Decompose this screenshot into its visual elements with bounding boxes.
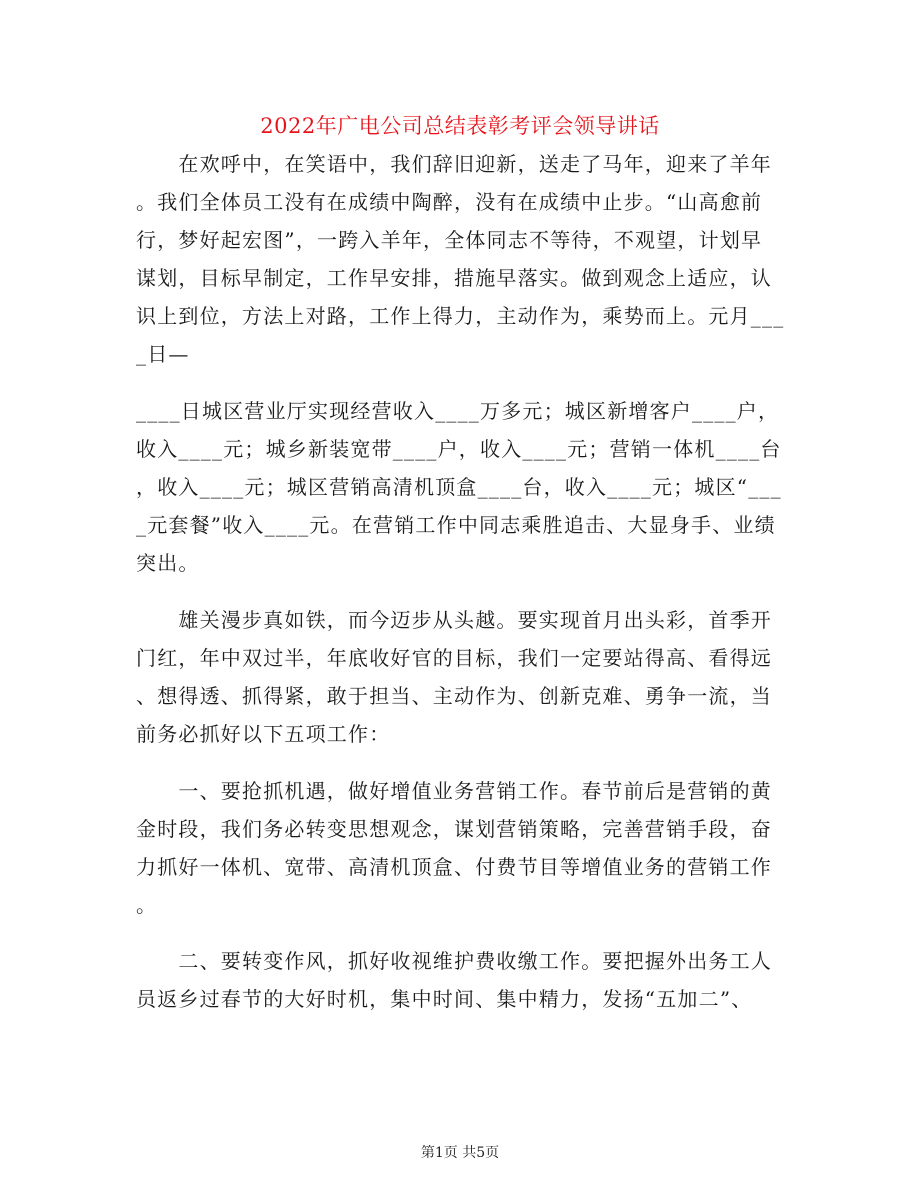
body-line: 收入____元；城乡新装宽带____户，收入____元；营销一体机____台 — [136, 437, 782, 461]
document-title: 2022年广电公司总结表彰考评会领导讲话 — [260, 114, 660, 138]
body-line: ，收入____元；城区营销高清机顶盒____台，收入____元；城区“___ — [136, 475, 782, 499]
body-line: 。 — [136, 893, 158, 917]
body-line: 员返乡过春节的大好时机，集中时间、集中精力，发扬“五加二”、 — [136, 987, 753, 1011]
body-line: 识上到位，方法上对路，工作上得力，主动作为，乘势而上。元月___ — [136, 304, 785, 328]
body-line: 雄关漫步真如铁，而今迈步从头越。要实现首月出头彩，首季开 — [136, 608, 772, 632]
body-line: _元套餐”收入____元。在营销工作中同志乘胜追击、大显身手、业绩 — [136, 513, 776, 537]
body-line: 二、要转变作风，抓好收视维护费收缴工作。要把握外出务工人 — [136, 949, 772, 973]
body-line: _日— — [136, 342, 190, 366]
body-line: 金时段，我们务必转变思想观念，谋划营销策略，完善营销手段，奋 — [136, 817, 772, 841]
body-line: 、想得透、抓得紧，敢于担当、主动作为、创新克难、勇争一流，当 — [136, 684, 772, 708]
body-line: 突出。 — [136, 551, 200, 575]
body-line: 。我们全体员工没有在成绩中陶醉，没有在成绩中止步。“山高愈前 — [136, 190, 763, 214]
page-number: 第1页 共5页 — [420, 1145, 500, 1161]
body-line: 前务必抓好以下五项工作： — [136, 722, 391, 746]
body-line: 在欢呼中，在笑语中，我们辞旧迎新，送走了马年，迎来了羊年 — [136, 152, 772, 176]
body-line: 谋划，目标早制定，工作早安排，措施早落实。做到观念上适应，认 — [136, 266, 772, 290]
body-line: 力抓好一体机、宽带、高清机顶盒、付费节目等增值业务的营销工作 — [136, 855, 772, 879]
body-line: 门红，年中双过半，年底收好官的目标，我们一定要站得高、看得远 — [136, 646, 772, 670]
body-line: 行，梦好起宏图”，一跨入羊年，全体同志不等待，不观望，计划早 — [136, 228, 763, 252]
body-line: 一、要抢抓机遇，做好增值业务营销工作。春节前后是营销的黄 — [136, 779, 772, 803]
body-line: ____日城区营业厅实现经营收入____万多元；城区新增客户____户， — [136, 399, 780, 423]
